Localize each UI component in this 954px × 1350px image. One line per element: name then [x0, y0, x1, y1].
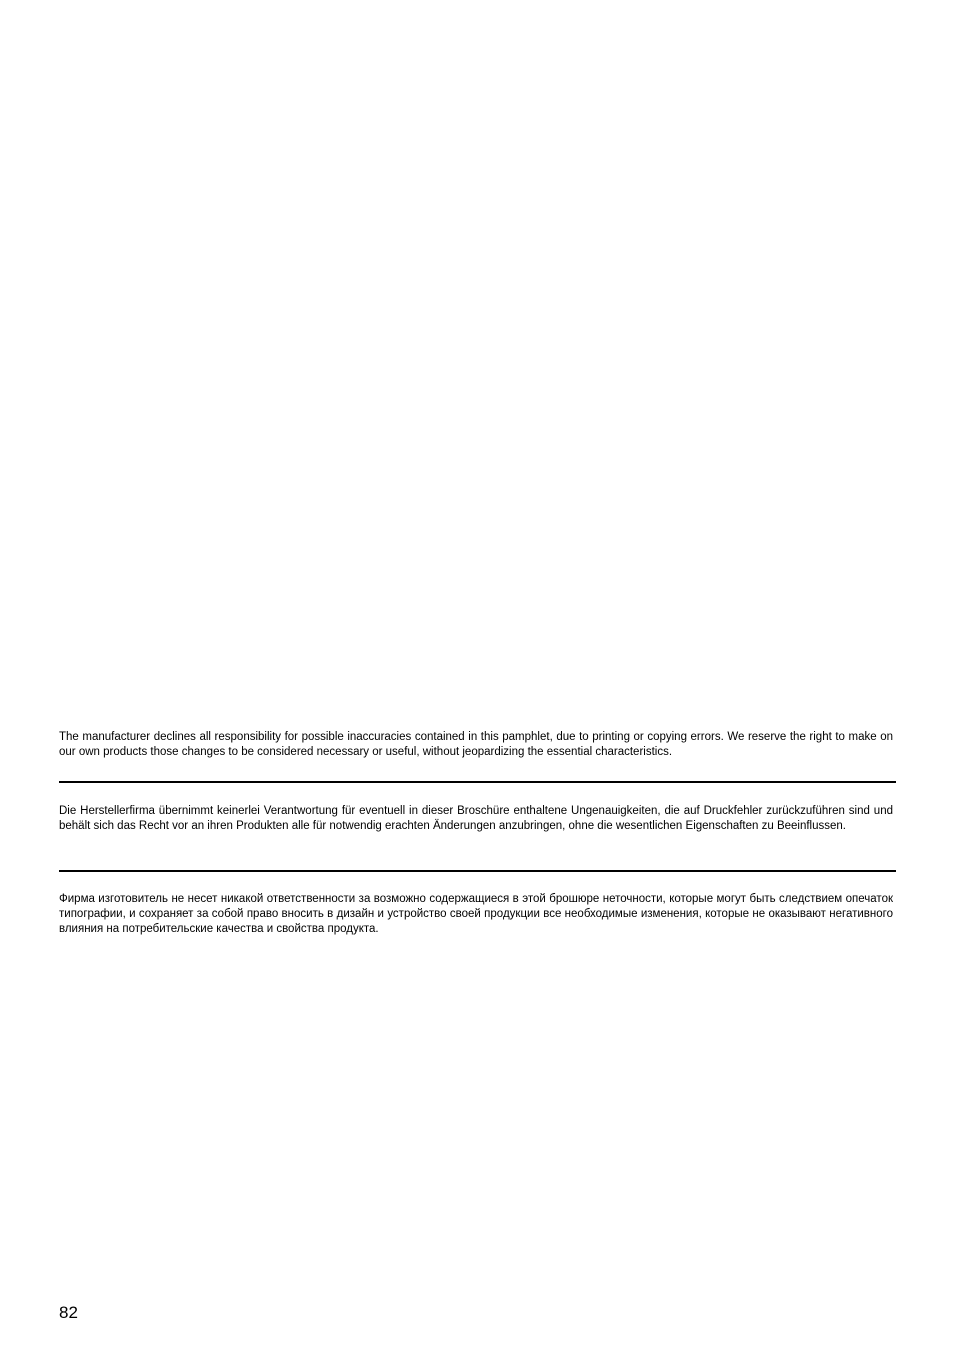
section-divider-1 [59, 781, 896, 783]
disclaimer-german: Die Herstellerfirma übernimmt keinerlei Verantwortung für eventuell in dieser Broschüre enthaltene Ungenauigkeiten, die auf Druckfehler zurückzuführen sind und behält sich das Recht vor an ihren Produkten alle für notwendig erachten Änderungen anzubringen, ohne die wesentlichen Eigenschaften zu Beeinflussen. [59, 805, 893, 832]
page-number: 82 [59, 1303, 78, 1322]
disclaimer-english: The manufacturer declines all responsibility for possible inaccuracies contained in this pamphlet, due to printing or copying errors. We reserve the right to make on our own products those changes to be considered necessary or useful, without jeopardizing the essential characteristics. [59, 731, 893, 758]
disclaimer-russian: Фирма изготовитель не несет никакой ответственности за возможно содержащиеся в этой брошюре неточности, которые могут быть следствием опечаток типографии, и сохраняет за собой право вносить в дизайн и устройство своей продукции все необходимые изменения, которые не оказывают негативного влияния на потребительские качества и свойства продукта. [59, 893, 893, 935]
section-divider-2 [59, 870, 896, 872]
